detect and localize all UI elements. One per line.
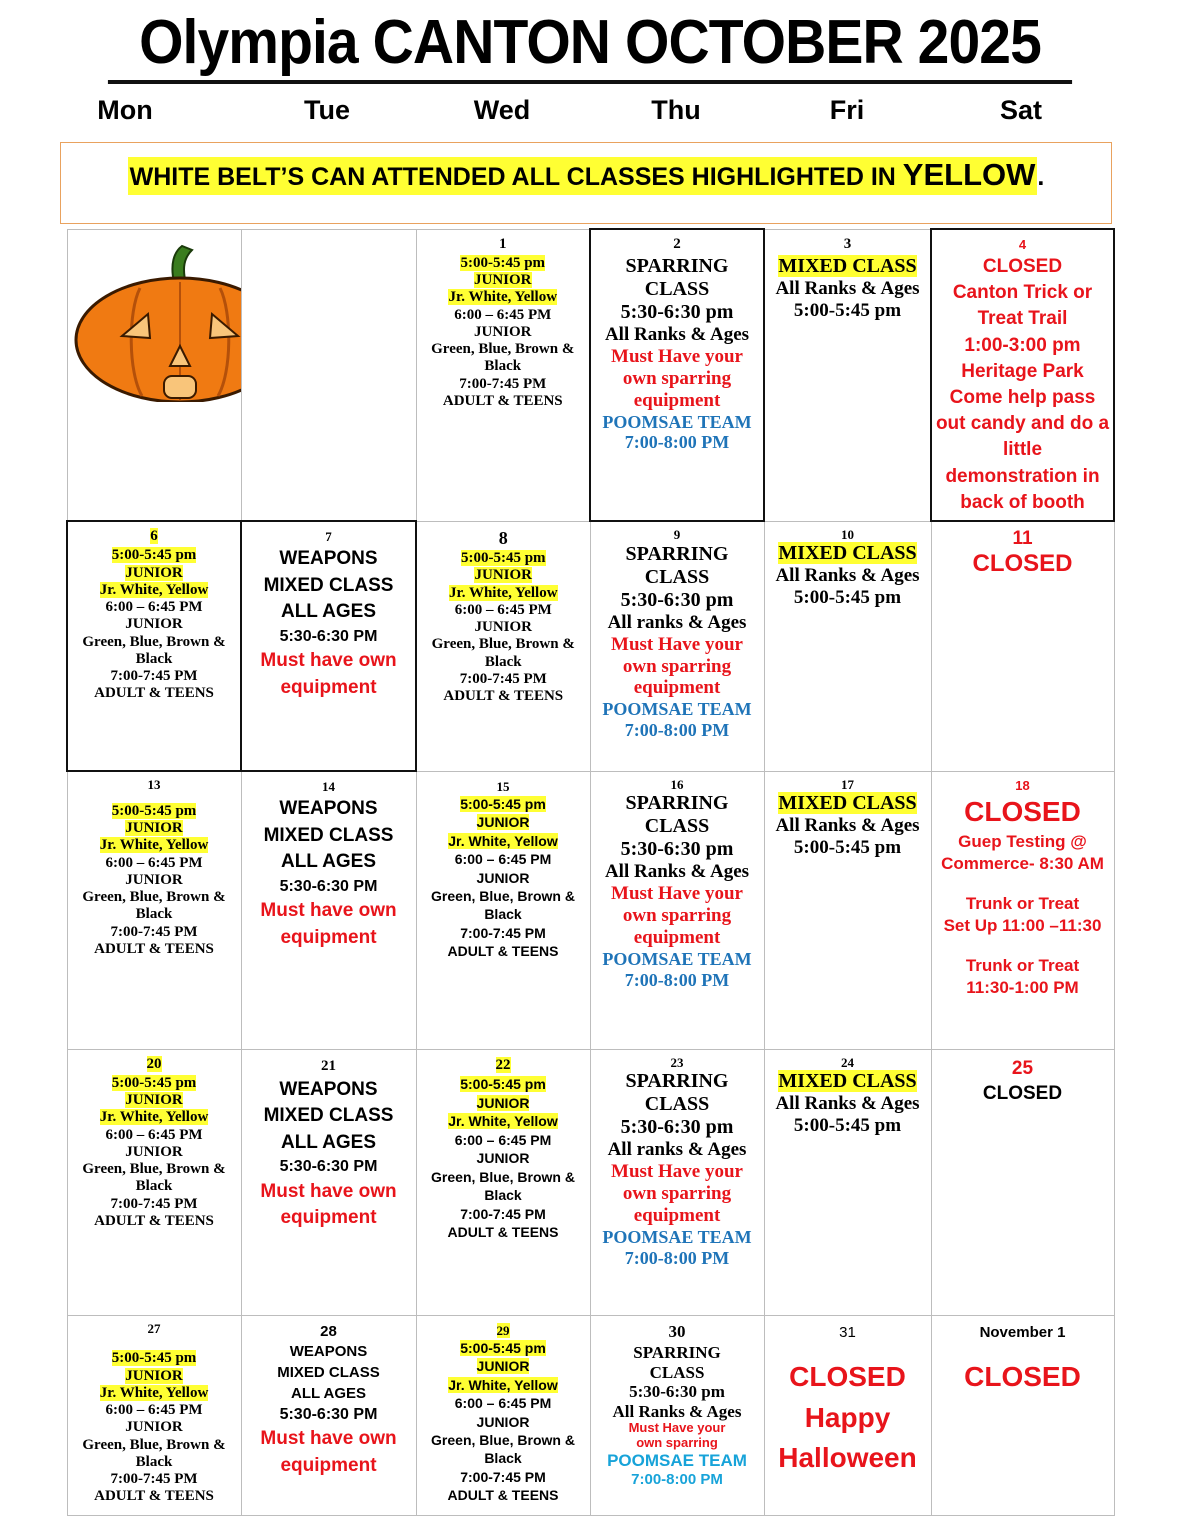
belt-ranks: Green, Blue, Brown & Black	[82, 1161, 226, 1195]
belt-ranks: Jr. White, Yellow	[448, 1113, 558, 1130]
calendar-cell-oct-9	[590, 521, 764, 771]
banner-emphasis: YELLOW	[902, 157, 1036, 192]
calendar-cell-oct-18	[931, 771, 1114, 1049]
class-time: 5:00-5:45 pm	[460, 1339, 546, 1356]
event-line: Treat Trail	[977, 308, 1068, 330]
calendar-cell-oct-11	[931, 521, 1114, 771]
event-line: Come help pass	[949, 387, 1096, 409]
class-title: CLASS	[649, 1362, 705, 1382]
class-title: MIXED CLASS	[778, 254, 917, 277]
page-title: Olympia CANTON OCTOBER 2025	[108, 8, 1072, 84]
class-title: MIXED CLASS	[778, 542, 917, 565]
calendar-cell-oct-8	[416, 521, 590, 771]
banner-end: .	[1037, 163, 1045, 191]
day-header-thu: Thu	[651, 95, 701, 125]
class-time: 5:30-6:30 PM	[279, 1158, 378, 1176]
equipment-note: equipment	[280, 676, 377, 698]
date-number: 11	[1012, 528, 1033, 549]
date-number: 14	[322, 779, 335, 794]
poomsae-team: POOMSAE TEAM	[602, 1226, 752, 1247]
event-line: out candy and do a	[935, 413, 1110, 435]
equipment-note: equipment	[633, 1204, 721, 1226]
class-time: 6:00 – 6:45 PM	[454, 601, 552, 618]
event-line: CLOSED	[982, 255, 1063, 277]
poomsae-team: POOMSAE TEAM	[607, 1451, 747, 1471]
class-title: MIXED CLASS	[778, 1070, 917, 1093]
date-number: 21	[321, 1057, 336, 1074]
date-number: 2	[673, 236, 681, 252]
date-number: 24	[841, 1054, 854, 1070]
equipment-note: own sparring	[622, 1183, 732, 1205]
event-line: Canton Trick or	[952, 282, 1093, 304]
poomsae-team: POOMSAE TEAM	[602, 948, 752, 969]
class-title: WEAPONS	[279, 1078, 378, 1100]
date-number: 17	[841, 776, 854, 792]
pumpkin-icon	[70, 242, 242, 402]
belt-ranks: Jr. White, Yellow	[99, 1384, 209, 1401]
date-number: 31	[839, 1323, 856, 1341]
equipment-note: Must Have your	[611, 633, 743, 655]
class-level: JUNIOR	[473, 323, 532, 340]
equipment-note: equipment	[280, 1454, 377, 1476]
week-row	[67, 1315, 1114, 1515]
class-level: JUNIOR	[125, 1419, 183, 1436]
calendar-cell-oct-27	[67, 1315, 241, 1515]
calendar-cell-oct-16	[590, 771, 764, 1049]
class-level: JUNIOR	[125, 564, 183, 581]
class-time: 6:00 – 6:45 PM	[454, 851, 552, 868]
class-title: SPARRING	[625, 255, 729, 278]
event-line: Guep Testing @	[958, 831, 1087, 851]
calendar-cell-oct-14	[241, 771, 416, 1049]
class-level: JUNIOR	[474, 567, 532, 584]
event-line: little	[1002, 439, 1043, 461]
class-title: SPARRING	[633, 1343, 721, 1363]
class-level: ADULT & TEENS	[94, 940, 214, 957]
class-level: JUNIOR	[476, 869, 530, 886]
class-level: ADULT & TEENS	[447, 943, 559, 960]
date-number: 10	[841, 526, 854, 542]
class-title: MIXED CLASS	[277, 1363, 380, 1381]
calendar-cell-oct-2	[590, 229, 764, 521]
class-ranks: All ranks & Ages	[607, 611, 747, 633]
class-time: 7:00-7:45 PM	[110, 1195, 198, 1212]
class-time: 5:00-5:45 pm	[111, 547, 197, 564]
belt-ranks: Green, Blue, Brown & Black	[431, 1168, 575, 1204]
event-line: CLOSED	[789, 1361, 906, 1393]
class-time: 6:00 – 6:45 PM	[105, 1126, 203, 1143]
calendar-cell-oct-24	[764, 1049, 931, 1315]
day-header-fri: Fri	[829, 95, 865, 125]
equipment-note: Must have own	[260, 1428, 397, 1450]
class-ranks: All Ranks & Ages	[604, 324, 750, 346]
class-time: 6:00 – 6:45 PM	[454, 306, 552, 323]
belt-ranks: Jr. White, Yellow	[448, 584, 558, 601]
date-number: 27	[147, 1320, 161, 1336]
event-line: back of booth	[960, 491, 1085, 513]
day-header-mon: Mon	[97, 95, 153, 125]
class-level: ADULT & TEENS	[442, 392, 563, 409]
belt-ranks: Green, Blue, Brown & Black	[82, 1436, 226, 1470]
equipment-note: equipment	[633, 926, 721, 948]
date-number: November 1	[979, 1323, 1066, 1341]
calendar-cell-oct-6	[67, 521, 241, 771]
class-time: 7:00-7:45 PM	[459, 670, 547, 687]
calendar-cell-oct-3	[764, 229, 931, 521]
belt-ranks: Green, Blue, Brown & Black	[82, 889, 226, 923]
date-number: 4	[1018, 237, 1027, 252]
class-title: WEAPONS	[279, 798, 378, 820]
calendar-grid	[66, 228, 1115, 1516]
class-time: 6:00 – 6:45 PM	[454, 1131, 552, 1148]
day-header-wed: Wed	[473, 95, 531, 125]
class-time: 6:00 – 6:45 PM	[454, 1395, 552, 1412]
belt-ranks: Jr. White, Yellow	[99, 1109, 209, 1126]
belt-ranks: Green, Blue, Brown & Black	[431, 1432, 575, 1467]
calendar-cell-oct-25	[931, 1049, 1114, 1315]
day-header-tue: Tue	[304, 95, 350, 125]
class-time: 7:00-7:45 PM	[460, 1468, 546, 1485]
class-ranks: All ranks & Ages	[607, 1139, 747, 1161]
class-level: JUNIOR	[476, 1358, 530, 1375]
class-time: 6:00 – 6:45 PM	[105, 1402, 203, 1419]
class-time: 6:00 – 6:45 PM	[105, 599, 203, 615]
class-title: ALL AGES	[280, 601, 376, 623]
class-level: JUNIOR	[476, 1150, 530, 1167]
class-time: 5:00-5:45 pm	[460, 1076, 546, 1093]
belt-ranks: Green, Blue, Brown & Black	[431, 888, 575, 923]
date-number: 13	[147, 777, 161, 792]
class-title: WEAPONS	[289, 1343, 368, 1361]
class-time: 6:00 – 6:45 PM	[105, 854, 203, 871]
equipment-note: own sparring	[622, 655, 732, 677]
class-title: CLASS	[644, 815, 710, 838]
calendar-cell-oct-21	[241, 1049, 416, 1315]
closed-label: CLOSED	[982, 1083, 1063, 1105]
banner-text: WHITE BELT’S CAN ATTENDED ALL CLASSES HIGHLIGHTED IN	[129, 163, 903, 191]
date-number: 20	[146, 1055, 162, 1072]
calendar-cell-empty	[67, 229, 241, 521]
equipment-note: Must Have your	[611, 1161, 743, 1183]
equipment-note: Must have own	[260, 900, 397, 922]
class-title: CLASS	[644, 1093, 710, 1116]
class-time: 5:00-5:45 pm	[793, 837, 902, 859]
calendar-cell-oct-20	[67, 1049, 241, 1315]
event-line: Happy	[804, 1401, 891, 1433]
class-title: SPARRING	[625, 1070, 729, 1093]
class-time: 5:00-5:45 pm	[460, 795, 546, 812]
date-number: 25	[1011, 1057, 1034, 1079]
class-time: 5:30-6:30 pm	[620, 588, 734, 611]
equipment-note: Must have own	[260, 1180, 397, 1202]
poomsae-team: POOMSAE TEAM	[602, 699, 752, 720]
equipment-note: equipment	[633, 677, 721, 699]
poomsae-time: 7:00-8:00 PM	[624, 969, 730, 990]
class-time: 5:30-6:30 PM	[279, 1406, 378, 1424]
calendar-cell-oct-1	[416, 229, 590, 521]
belt-ranks: Green, Blue, Brown & Black	[82, 633, 226, 667]
calendar-cell-oct-10	[764, 521, 931, 771]
class-time: 5:30-6:30 pm	[620, 1116, 734, 1139]
calendar-cell-oct-15	[416, 771, 590, 1049]
closed-label: CLOSED	[964, 1361, 1081, 1393]
belt-ranks: Jr. White, Yellow	[448, 832, 558, 849]
class-time: 5:30-6:30 pm	[620, 838, 734, 861]
day-header-sat: Sat	[999, 95, 1043, 125]
class-level: JUNIOR	[125, 1092, 183, 1108]
class-level: ADULT & TEENS	[447, 1224, 559, 1241]
class-time: 5:00-5:45 pm	[793, 1115, 902, 1137]
class-title: MIXED CLASS	[263, 824, 394, 846]
calendar-cell-oct-28	[241, 1315, 416, 1515]
equipment-note: own sparring	[636, 1435, 718, 1451]
equipment-note: Must Have your	[628, 1420, 726, 1436]
class-level: JUNIOR	[474, 619, 532, 636]
equipment-note: equipment	[280, 926, 377, 948]
class-level: JUNIOR	[476, 1094, 530, 1111]
event-line: 11:30-1:00 PM	[966, 978, 1079, 998]
equipment-note: Must Have your	[611, 883, 743, 905]
class-time: 5:00-5:45 pm	[793, 299, 902, 321]
calendar-cell-oct-4	[931, 229, 1114, 521]
class-title: WEAPONS	[279, 548, 378, 570]
date-number: 15	[496, 778, 510, 794]
class-title: SPARRING	[625, 542, 729, 565]
class-time: 5:00-5:45 pm	[111, 1350, 197, 1367]
white-belt-banner	[60, 142, 1112, 224]
event-line: Set Up 11:00 –11:30	[943, 916, 1102, 936]
poomsae-time: 7:00-8:00 PM	[624, 720, 730, 740]
week-row	[67, 771, 1114, 1049]
class-title: CLASS	[644, 565, 710, 588]
date-number: 7	[325, 529, 332, 544]
date-number: 8	[498, 527, 508, 548]
class-title: ALL AGES	[280, 851, 376, 873]
class-level: JUNIOR	[473, 272, 532, 288]
class-time: 7:00-7:45 PM	[459, 375, 547, 392]
belt-ranks: Jr. White, Yellow	[448, 289, 558, 306]
belt-ranks: Green, Blue, Brown & Black	[431, 636, 575, 670]
class-time: 7:00-7:45 PM	[460, 924, 546, 941]
class-level: ADULT & TEENS	[447, 1487, 559, 1504]
week-row	[67, 521, 1114, 771]
date-number: 3	[843, 235, 852, 252]
class-time: 5:30-6:30 pm	[620, 301, 734, 324]
equipment-note: Must have own	[260, 650, 397, 672]
date-number: 9	[673, 527, 681, 542]
class-level: JUNIOR	[125, 871, 183, 888]
belt-ranks: Green, Blue, Brown & Black	[431, 341, 575, 375]
equipment-note: own sparring	[622, 367, 732, 389]
date-number: 16	[670, 776, 684, 792]
class-time: 5:00-5:45 pm	[793, 587, 902, 609]
date-number: 18	[1015, 777, 1030, 793]
calendar-cell-empty	[241, 229, 416, 521]
week-row	[67, 1049, 1114, 1315]
poomsae-team: POOMSAE TEAM	[602, 411, 752, 432]
class-time: 5:00-5:45 pm	[111, 802, 197, 819]
class-title: MIXED CLASS	[778, 792, 917, 815]
class-level: JUNIOR	[476, 1413, 530, 1430]
class-title: SPARRING	[625, 792, 729, 815]
class-time: 5:30-6:30 PM	[279, 627, 378, 645]
event-line: Trunk or Treat	[965, 956, 1080, 976]
class-ranks: All Ranks & Ages	[775, 1093, 920, 1115]
event-line: demonstration in	[945, 465, 1100, 487]
class-time: 7:00-7:45 PM	[460, 1205, 546, 1222]
class-time: 5:30-6:30 PM	[279, 877, 378, 895]
equipment-note: equipment	[280, 1207, 377, 1229]
poomsae-time: 7:00-8:00 PM	[624, 432, 730, 453]
closed-label: CLOSED	[964, 796, 1081, 828]
class-time: 7:00-7:45 PM	[110, 668, 198, 684]
class-time: 5:00-5:45 pm	[460, 254, 546, 271]
class-time: 5:00-5:45 pm	[111, 1074, 197, 1091]
belt-ranks: Jr. White, Yellow	[99, 837, 209, 854]
calendar-cell-oct-31	[764, 1315, 931, 1515]
class-time: 5:30-6:30 pm	[629, 1382, 725, 1402]
calendar-cell-oct-7	[241, 521, 416, 771]
event-line: Halloween	[778, 1442, 917, 1474]
event-line: 1:00-3:00 pm	[964, 334, 1081, 356]
class-ranks: All Ranks & Ages	[775, 565, 920, 587]
class-title: CLASS	[644, 278, 710, 301]
class-time: 7:00-7:45 PM	[110, 1471, 198, 1488]
class-level: JUNIOR	[125, 1367, 183, 1384]
class-level: JUNIOR	[125, 820, 183, 837]
date-number: 28	[320, 1322, 337, 1340]
belt-ranks: Jr. White, Yellow	[448, 1376, 558, 1393]
class-ranks: All Ranks & Ages	[604, 861, 750, 883]
class-level: JUNIOR	[476, 814, 530, 831]
class-ranks: All Ranks & Ages	[775, 815, 920, 837]
date-number: 6	[150, 528, 158, 544]
calendar-cell-oct-29	[416, 1315, 590, 1515]
class-level: ADULT & TEENS	[94, 1488, 214, 1505]
class-level: JUNIOR	[125, 616, 183, 633]
belt-ranks: Jr. White, Yellow	[99, 581, 209, 598]
event-line: Heritage Park	[961, 360, 1084, 382]
class-title: MIXED CLASS	[263, 1105, 394, 1127]
class-level: ADULT & TEENS	[443, 688, 564, 705]
event-line: Commerce- 8:30 AM	[941, 853, 1104, 873]
class-title: ALL AGES	[280, 1131, 376, 1153]
week-row	[67, 229, 1114, 521]
class-time: 7:00-7:45 PM	[110, 923, 198, 940]
banner-highlight	[128, 157, 1038, 195]
class-ranks: All Ranks & Ages	[775, 277, 920, 299]
calendar-cell-oct-13	[67, 771, 241, 1049]
date-number: 22	[495, 1056, 511, 1073]
calendar-cell-oct-23	[590, 1049, 764, 1315]
date-number: 1	[499, 235, 507, 252]
class-level: ADULT & TEENS	[94, 685, 214, 702]
date-number: 29	[496, 1322, 510, 1338]
calendar-cell-oct-22	[416, 1049, 590, 1315]
equipment-note: equipment	[633, 389, 721, 411]
equipment-note: Must Have your	[611, 346, 743, 368]
class-time: 5:00-5:45 pm	[460, 550, 546, 567]
equipment-note: own sparring	[622, 905, 732, 927]
class-title: ALL AGES	[290, 1384, 366, 1402]
poomsae-time: 7:00-8:00 PM	[624, 1247, 730, 1268]
calendar-cell-oct-30	[590, 1315, 764, 1515]
event-line: Trunk or Treat	[965, 893, 1080, 913]
class-ranks: All Ranks & Ages	[612, 1401, 742, 1421]
calendar-cell-nov-1	[931, 1315, 1114, 1515]
class-level: JUNIOR	[125, 1143, 183, 1160]
calendar-cell-oct-17	[764, 771, 931, 1049]
class-title: MIXED CLASS	[263, 574, 394, 596]
date-number: 23	[670, 1054, 684, 1070]
poomsae-time: 7:00-8:00 PM	[631, 1470, 723, 1488]
closed-label: CLOSED	[972, 549, 1073, 577]
class-level: ADULT & TEENS	[94, 1212, 214, 1229]
date-number: 30	[668, 1321, 686, 1341]
